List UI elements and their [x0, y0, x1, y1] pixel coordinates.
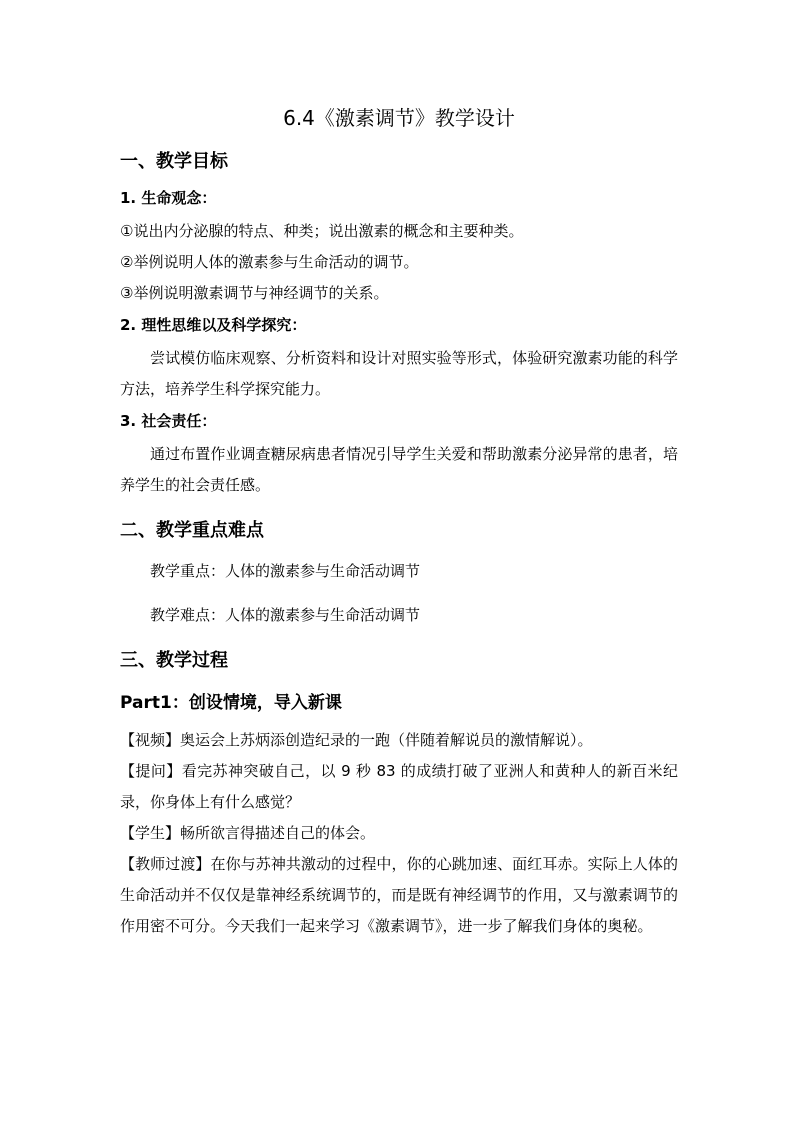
- document-title: 6.4《激素调节》教学设计: [283, 106, 515, 130]
- process-paragraph: 【视频】奥运会上苏炳添创造纪录的一跑（伴随着解说员的激情解说）。: [120, 731, 593, 749]
- paragraph-rational-thinking: 尝试模仿临床观察、分析资料和设计对照实验等形式，体验研究激素功能的科学方法，培养学生科学探究能力。: [120, 349, 678, 398]
- process-paragraph: 【提问】看完苏神突破自己，以 9 秒 83 的成绩打破了亚洲人和黄种人的新百米纪录，你身体上有什么感觉？: [120, 762, 678, 811]
- subheading-life-concept: 1. 生命观念：: [120, 189, 217, 207]
- objective-item: ①说出内分泌腺的特点、种类；说出激素的概念和主要种类。: [120, 222, 524, 240]
- objective-item: ③举例说明激素调节与神经调节的关系。: [120, 284, 389, 302]
- part1-heading: Part1：创设情境，导入新课: [120, 693, 342, 713]
- objective-item: ②举例说明人体的激素参与生命活动的调节。: [120, 253, 419, 271]
- teaching-focus: 教学重点：人体的激素参与生命活动调节: [150, 562, 421, 580]
- process-paragraph: 【教师过渡】在你与苏神共激动的过程中，你的心跳加速、面红耳赤。实际上人体的生命活动并不仅仅是靠神经系统调节的，而是既有神经调节的作用，又与激素调节的作用密不可分。今天我们一起来学习《激素调节》，进一步了解我们身体的奥秘。: [120, 855, 678, 935]
- paragraph-social-responsibility: 通过布置作业调查糖尿病患者情况引导学生关爱和帮助激素分泌异常的患者，培养学生的社会责任感。: [120, 445, 678, 494]
- section-heading-key-points: 二、教学重点难点: [120, 520, 264, 541]
- subheading-social-responsibility: 3. 社会责任：: [120, 412, 217, 430]
- document-content: [120, 100, 678, 942]
- process-paragraph: 【学生】畅所欲言得描述自己的体会。: [120, 824, 376, 842]
- subheading-rational-thinking: 2. 理性思维以及科学探究：: [120, 316, 307, 334]
- section-heading-process: 三、教学过程: [120, 650, 228, 671]
- section-heading-objectives: 一、教学目标: [120, 151, 228, 172]
- teaching-difficulty: 教学难点：人体的激素参与生命活动调节: [150, 606, 421, 624]
